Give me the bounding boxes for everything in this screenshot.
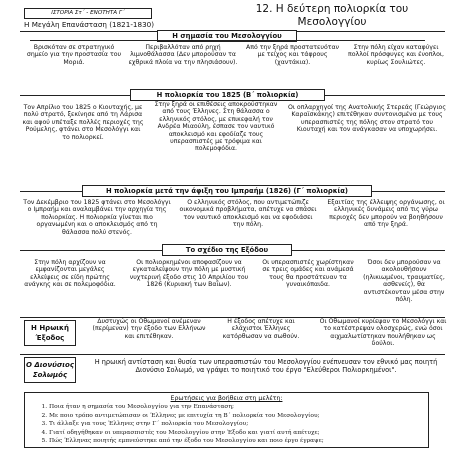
lesson-number: 12. [255,3,273,15]
exodus-plan-col-3: Οι υπερασπιστές χωρίστηκαν σε τρεις ομάδες και ανάμεσά τους θα προστάτευαν τα γυναικόπαιδα. [262,259,354,289]
section-exodus-plan-heading: Το σχέδιο της Εξόδου [162,244,292,256]
section-siege-1825-heading: Η πολιορκία του 1825 (Β΄ πολιορκία) [130,89,325,101]
section-significance-heading: Η σημασία του Μεσολογγίου [157,30,297,42]
study-question: 4. Γιατί οδηγήθηκαν οι υπερασπιστές του Μεσολογγίου στην Έξοδο και γιατί αυτή απέτυχε; [49,429,422,438]
heroic-exodus-col-2: Η έξοδος απέτυχε και ελάχιστοι Έλληνες κατόρθωσαν να σωθούν. [222,318,300,340]
significance-col-3: Από την ξηρά προστατευόταν με τείχος και τάφρους (χαντάκια). [246,44,339,66]
heroic-exodus-col-1: Δυστυχώς οι Οθωμανοί ανέμεναν (περίμεναν) την έξοδο των Ελλήνων και επιτέθηκαν. [92,318,206,340]
significance-col-4: Στην πόλη είχαν καταφύγει πολλοί πρόσφυγες και ένοπλοι, κυρίως Σουλιώτες. [348,44,444,66]
heroic-exodus-label-line1: Η Ηρωική [31,324,69,332]
study-questions-list [31,403,422,446]
exodus-plan-col-4: Όσοι δεν μπορούσαν να ακολουθήσουν (ηλικιωμένοι, τραυματίες, ασθενείς), θα αντιστέκονταν μέσα στην πόλη. [363,259,445,304]
solomos-label-line1: Ο Διονύσιος [26,361,74,369]
siege-1826-col-1: Τον Δεκέμβριο του 1825 φτάνει στο Μεσολόγγι ο Ιμπραήμ και αναλαμβάνει την αρχηγία της πολιορκίας. Η πολιορκία γίνεται πιο οργανωμένη και ο αποκλεισμός από τη θάλασσα πολύ στενός. [23,199,171,236]
course-label-box [24,8,152,19]
exodus-plan-col-1: Στην πόλη αρχίζουν να εμφανίζονται μεγάλες ελλείψεις σε είδη πρώτης ανάγκης και σε πολεμοφόδια. [24,259,116,289]
solomos-label-line2: Σολωμός [32,371,68,379]
siege-1826-col-2: Ο ελληνικός στόλος, που αντιμετώπιζε οικονομικά προβλήματα, απέτυχε να σπάσει τον ναυτικό αποκλεισμό και να εφοδιάσει την πόλη. [179,199,317,229]
heroic-exodus-label-box [24,320,76,346]
study-question: 2. Με ποιο τρόπο αντιμετώπισαν οι Έλληνες με επιτυχία τη Β΄ πολιορκία του Μεσολογγίου; [49,412,422,421]
siege-1825-col-2: Στην ξηρά οι επιθέσεις αποκρούστηκαν από τους Έλληνες. Στη θάλασσα ο ελληνικός στόλος, με επικεφαλή τον Ανδρέα Μιαούλη, έσπασε τον ναυτικό αποκλεισμό και εφοδίαζε τους υπερασπιστές με τρόφιμα και πολεμοφόδια. [154,101,278,153]
heroic-exodus-col-3: Οι Οθωμανοί κυρίεψαν το Μεσολόγγι και το κατέστρεψαν ολοσχερώς, ενώ όσοι αιχμαλωτίστηκαν πουλήθηκαν ως δούλοι. [319,318,447,348]
study-questions-box [24,392,429,448]
lesson-title-line2: Μεσολογγίου [297,16,367,28]
significance-col-1: Βρισκόταν σε στρατηγικό σημείο για την προστασία του Μοριά. [26,44,122,66]
lesson-title [222,3,442,15]
siege-1825-col-1: Τον Απρίλιο του 1825 ο Κιουταχής, με πολύ στρατό, ξεκίνησε από τη Λάρισα και αφού υπέταξε πολλές περιοχές της Ρούμελης, φτάνει στο Μεσολόγγι και το πολιορκεί. [22,104,144,141]
lesson-subtitle: Η Μεγάλη Επανάσταση (1821-1830) [24,20,155,29]
course-label: ΙΣΤΟΡΙΑ Στ΄ - ΕΝΟΤΗΤΑ Γ΄ [51,10,125,16]
solomos-text: Η ηρωική αντίσταση και θυσία των υπερασπιστών του Μεσολογγίου ενέπνευσαν τον εθνικό μας ποιητή Διονύσιο Σολωμό, να γράψει το ποιητικό του έργο "Ελεύθεροι Πολιορκημένοι". [94,358,438,374]
significance-col-2: Περιβαλλόταν από ρηχή λιμνοθάλασσα (Δεν μπορούσαν τα εχθρικά πλοία να την πλησιάσουν). [128,44,238,66]
siege-1826-col-3: Εξαιτίας της έλλειψης οργάνωσης, οι ελληνικές δυνάμεις από τις γύρω περιοχές δεν μπορούν να βοηθήσουν από την ξηρά. [327,199,445,229]
study-question: 5. Πώς Έλληνας ποιητής εμπνεύστηκε από την έξοδο του Μεσολογγίου και ποιο έργο έγραψε; [49,437,422,446]
section-siege-1826-heading: Η πολιορκία μετά την άφιξη του Ιμπραήμ (1826) (Γ΄ πολιορκία) [82,185,372,197]
study-question: 1. Ποια ήταν η σημασία του Μεσολογγίου για την Επανάσταση; [49,403,422,412]
heroic-exodus-label-line2: Έξοδος [35,334,65,342]
exodus-plan-col-2: Οι πολιορκημένοι αποφασίζουν να εγκαταλείψουν την πόλη με μυστική νυχτερινή έξοδο στις 10 Απριλίου του 1826 (Κυριακή των Βαΐων). [129,259,249,289]
lesson-title-line1: Η δεύτερη πολιορκία του [275,3,409,15]
solomos-label-box [24,357,76,383]
study-questions-heading: Ερωτήσεις για βοήθεια στη μελέτη: [170,395,283,402]
study-question: 3. Τι άλλαξε για τους Έλληνες στην Γ΄ πολιορκία του Μεσολογγίου; [49,420,422,429]
siege-1825-col-3: Οι οπλαρχηγοί της Ανατολικής Στερεάς (Γεώργιος Καραϊσκάκης) επιτέθηκαν συντονισμένα με τους υπερασπιστές της πόλης στον στρατό του Κιουταχή και τον ανάγκασαν να υποχωρήσει. [288,104,446,134]
